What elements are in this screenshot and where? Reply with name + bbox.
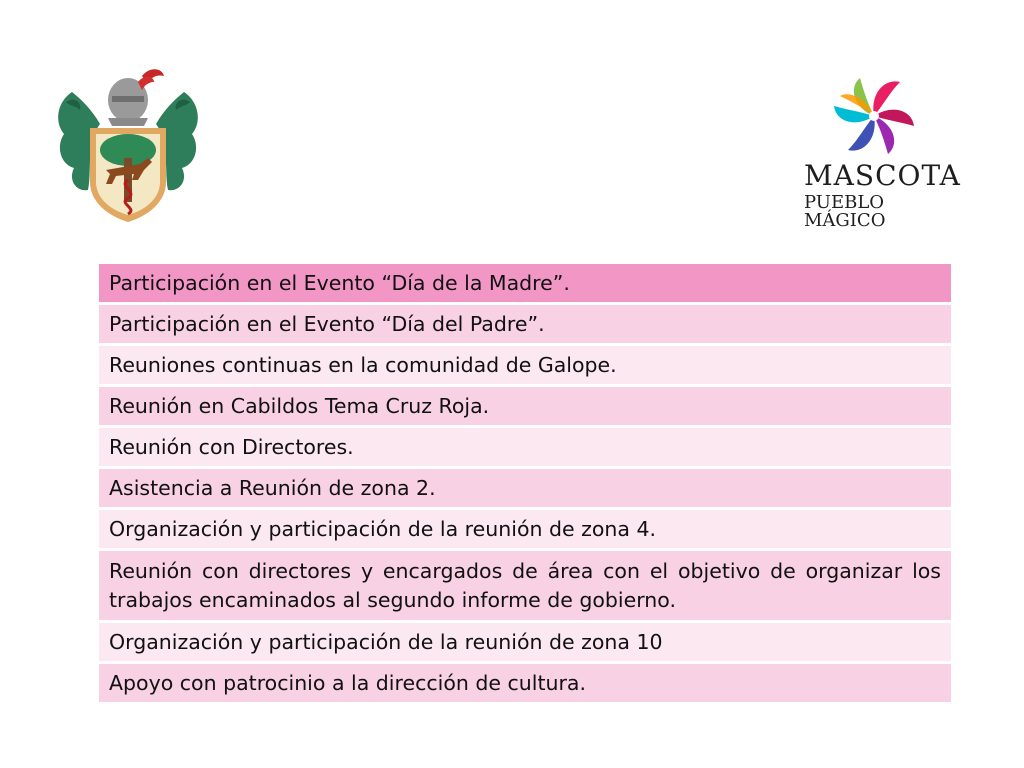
activity-text: Asistencia a Reunión de zona 2. [99, 468, 951, 509]
activity-row [99, 345, 951, 386]
activity-row [99, 622, 951, 663]
activity-row [99, 468, 951, 509]
activity-text: Apoyo con patrocinio a la dirección de cultura. [99, 663, 951, 704]
activity-text: Reunión con directores y encargados de área con el objetivo de organizar los trabajos encaminados al segundo informe de gobierno. [99, 550, 951, 622]
wordmark-line-1: MASCOTA [804, 159, 961, 192]
coat-of-arms-icon [52, 62, 204, 224]
activity-text: Reuniones continuas en la comunidad de Galope. [99, 345, 951, 386]
activity-text: Organización y participación de la reunión de zona 10 [99, 622, 951, 663]
activity-text: Organización y participación de la reunión de zona 4. [99, 509, 951, 550]
activity-text: Reunión con Directores. [99, 427, 951, 468]
activity-row [99, 386, 951, 427]
activity-text: Participación en el Evento “Día del Padre”. [99, 304, 951, 345]
activity-row [99, 663, 951, 704]
activity-text: Participación en el Evento “Día de la Madre”. [99, 264, 951, 304]
activity-row [99, 304, 951, 345]
activity-row [99, 509, 951, 550]
activity-text: Reunión en Cabildos Tema Cruz Roja. [99, 386, 951, 427]
activities-table [99, 264, 951, 705]
pueblo-magico-wordmark [804, 159, 961, 231]
activity-row [99, 550, 951, 622]
wordmark-line-2: PUEBLO MÁGICO [804, 192, 886, 231]
activity-row [99, 427, 951, 468]
activity-row [99, 264, 951, 304]
pueblo-magico-logo [800, 68, 961, 231]
coat-of-arms-logo [52, 62, 204, 224]
